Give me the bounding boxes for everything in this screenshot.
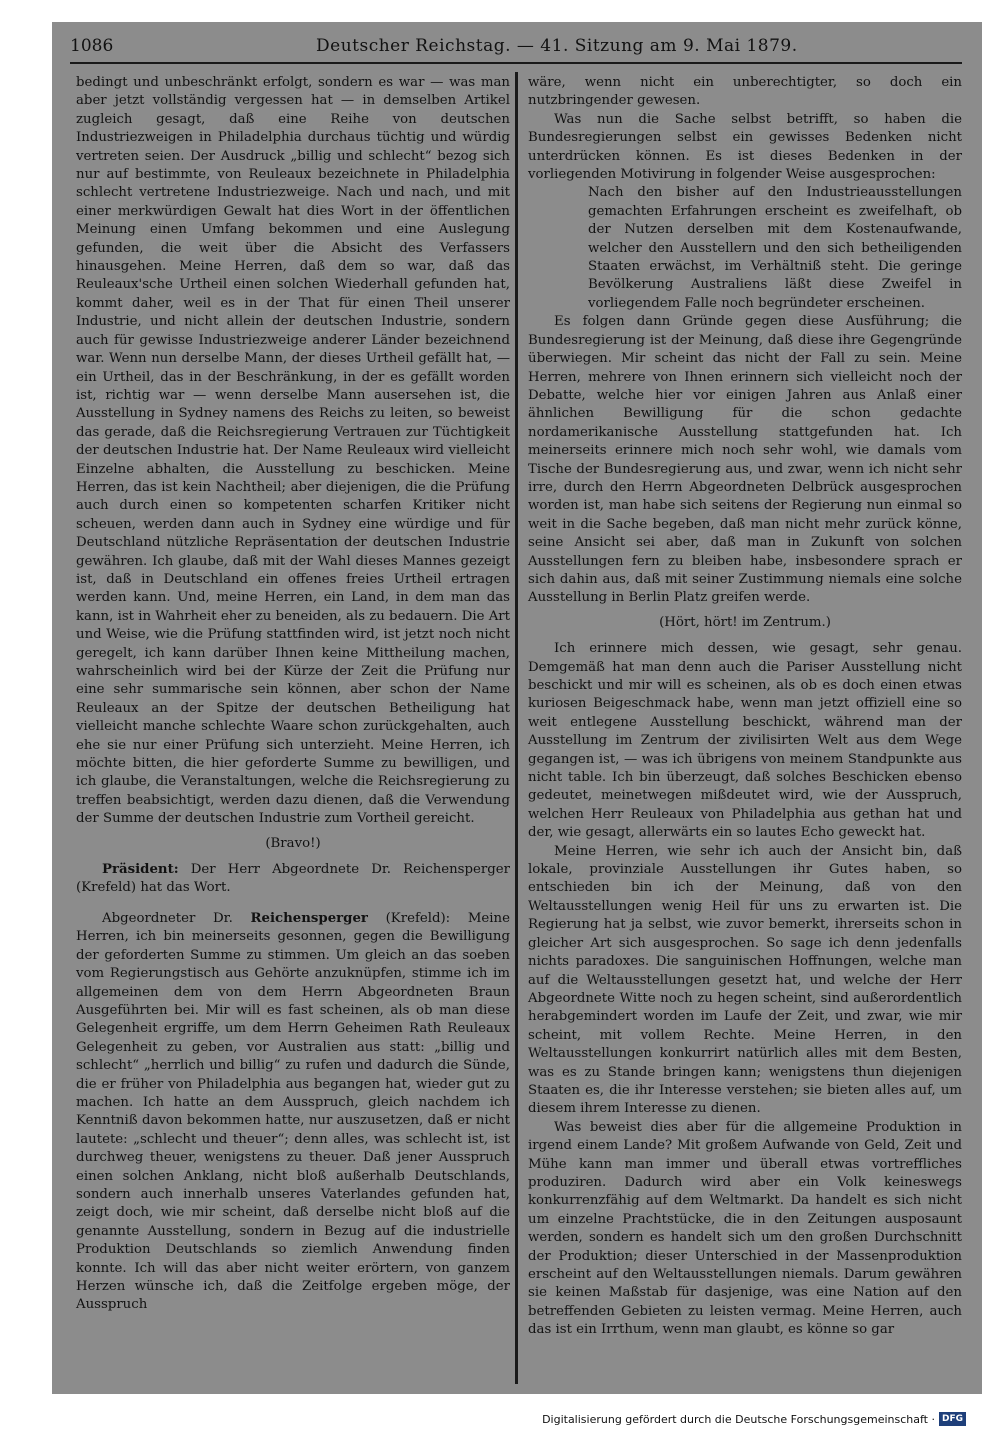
president-text: Der Herr Abgeordnete Dr. Reichensperger (Krefeld) hat das Wort.: [76, 862, 510, 896]
paragraph: Meine Herren, wie sehr ich auch der Ansicht bin, daß lokale, provinziale Ausstellungen ihr Gutes haben, so entschieden bin ich der Meinung, daß von den Weltausstellungen wenig Heil für uns zu erwarten ist. Die Regierung hat ja selbst, wie zuvor bemerkt, ihrerseits schon in gleicher Art sich ausgesprochen. So sage ich denn jedenfalls nichts paradoxes. Die sanguinischen Hoffnungen, welche man auf die Weltausstellungen gesetzt hat, und welche der Herr Abgeordnete Witte noch zu hegen scheint, sind außerordentlich herabgemindert worden im Laufe der Zeit, und zwar, wie mir scheint, mit vollem Rechte. Meine Herren, in den Weltausstellungen konkurrirt natürlich alles mit dem Besten, was es zu Stande bringen kann; wenigstens thun diejenigen Staaten es, die ihr Interesse verstehen; sie bieten alles auf, um diesem ihrem Interesse zu dienen.: [528, 843, 962, 1117]
paragraph: Was beweist dies aber für die allgemeine Produktion in irgend einem Lande? Mit großem Aufwande von Geld, Zeit und Mühe kann man immer und überall etwas vortreffliches produziren. Dadurch wird aber ein Volk keineswegs konkurrenzfähig auf dem Weltmarkt. Da handelt es sich nicht um einzelne Prachtstücke, die in den Zeitungen ausposaunt werden, sondern es handelt sich um den großen Durchschnitt der Produktion; dieser Unterschied in der Massenproduktion erscheint auf den Weltausstellungen niemals. Darum gewähren sie keinen Maßstab für dasjenige, was eine Nation auf den betreffenden Gebieten zu leisten vermag. Meine Herren, auch das ist ein Irrthum, wenn man glaubt, es könne so gar: [528, 1119, 962, 1338]
page-header: [70, 30, 960, 60]
paragraph: Was nun die Sache selbst betrifft, so haben die Bundesregierungen selbst ein gewisses Bedenken nicht unterdrücken können. Es ist dieses Bedenken in der vorliegenden Motivirung in folgender Weise ausgesprochen:: [528, 111, 962, 183]
applause-note: (Bravo!): [265, 835, 321, 851]
paragraph: bedingt und unbeschränkt erfolgt, sondern es war — was man aber jetzt vollständig vergessen hat — in demselben Artikel zugleich gesagt, daß eine Reihe von deutschen Industriezweigen in Philadelphia durchaus tüchtig und würdig vertreten seien. Der Ausdruck „billig und schlecht“ bezog sich nur auf bestimmte, von Reuleaux bezeichnete in Philadelphia schlecht vertretene Industriezweige. Nach und nach, und mit einer merkwürdigen Gewalt hat dies Wort in der öffentlichen Meinung einen Umfang bekommen und eine Auslegung gefunden, die weit über die Absicht des Verfassers hinausgehen. Meine Herren, daß dem so war, daß das Reuleaux'sche Urtheil einen solchen Wiederhall gefunden hat, kommt daher, weil es in der That für einen Theil unserer Industrie, und nicht allein der deutschen Industrie, sondern auch für gewisse Industriezweige anderer Länder bezeichnend war. Wenn nun derselbe Mann, der dieses Urtheil gefällt hat, — ein Urtheil, das in der Beschränkung, in der es gefällt worden ist, richtig war — wenn derselbe Mann ausersehen ist, die Ausstellung in Sydney namens des Reichs zu leiten, so beweist das gerade, daß die Reichsregierung Vertrauen zur Tüchtigkeit der deutschen Industrie hat. Der Name Reuleaux wird vielleicht Einzelne abhalten, die Ausstellung zu beschicken. Meine Herren, das ist kein Nachtheil; aber diejenigen, die die Prüfung auch durch einen so kompetenten scharfen Kritiker nicht scheuen, werden dann auch in Sydney eine würdige und für Deutschland nützliche Repräsentation der deutschen Industrie gewähren. Ich glaube, daß mit der Wahl dieses Mannes gezeigt ist, daß in Deutschland ein offenes freies Urtheil ertragen werden kann. Und, meine Herren, ein Land, in dem man das kann, ist in Wahrheit eher zu beneiden, als zu bedauern. Die Art und Weise, wie die Prüfung stattfinden wird, ist jetzt noch nicht geregelt, ich kann darüber Ihnen keine Mittheilung machen, wahrscheinlich wird bei der Kürze der Zeit die Prüfung nur eine sehr summarische sein können, aber schon der Name Reuleaux an der Spitze der deutschen Betheiligung hat vielleicht manche schlechte Waare schon zurückgehalten, auch ehe sie nur einer Prüfung sich unterzieht. Meine Herren, ich möchte bitten, die hier geforderte Summe zu bewilligen, und ich glaube, die Veranstaltungen, welche die Reichsregierung zu treffen beabsichtigt, werden dazu dienen, daß die Verwendung der Summe der deutschen Industrie zum Vortheil gereicht.: [76, 75, 510, 827]
page-number: 1086: [70, 36, 114, 56]
left-column: [76, 74, 510, 1315]
paragraph: wäre, wenn nicht ein unberechtigter, so doch ein nutzbringender gewesen.: [528, 75, 962, 109]
speech-text: (Krefeld): Meine Herren, ich bin meinerseits gesonnen, gegen die Bewilligung der geforderten Summe zu stimmen. Um gleich an das soeben vom Regierungstisch aus Gehörte anzuknüpfen, stimme ich im allgemeinen dem von dem Herrn Abgeordneten Braun Ausgeführten bei. Mir will es fast scheinen, als ob man diese Gelegenheit ergriffe, um dem Herrn Geheimen Rath Reuleaux Gelegenheit zu geben, vor Australien aus statt: „billig und schlecht“ „herrlich und billig“ zu rufen und dadurch die Sünde, die er früher von Philadelphia aus begangen hat, wieder gut zu machen. Ich hatte an dem Ausspruch, gleich nachdem ich Kenntniß davon bekommen hatte, nur auszusetzen, daß er nicht lautete: „schlecht und theuer“; denn alles, was schlecht ist, ist durchweg theuer, wenigstens zu theuer. Daß jener Ausspruch einen solchen Anklang, nicht bloß außerhalb Deutschlands, sondern auch innerhalb unseres Vaterlandes gefunden hat, zeigt doch, wie mir scheint, daß derselbe nicht bloß auf die genannte Ausstellung, sondern in Bezug auf die industrielle Produktion Deutschlands so ziemlich Anwendung finden konnte. Ich will das aber nicht weiter erörtern, von ganzem Herzen wünsche ich, daß die Zeitfolge ergeben möge, der Ausspruch: [76, 910, 510, 1313]
header-rule: [70, 62, 962, 64]
right-column: [528, 74, 962, 1340]
interjection-note: (Hört, hört! im Zentrum.): [659, 614, 831, 630]
running-title: Deutscher Reichstag. — 41. Sitzung am 9. Mai 1879.: [316, 36, 798, 56]
dfg-logo: DFG: [939, 1412, 966, 1426]
block-quote: Nach den bisher auf den Industrieausstellungen gemachten Erfahrungen erscheint es zweifelhaft, ob der Nutzen derselben mit dem Kostenaufwande, welcher den Ausstellern und den sich betheiligenden Staaten erwächst, im Verhältniß steht. Die geringe Bevölkerung Australiens läßt diese Zweifel in vorliegendem Falle noch begründeter erscheinen.: [588, 185, 962, 311]
speaker-name: Reichensperger: [250, 910, 368, 926]
column-divider: [515, 72, 518, 1384]
speaker-label: Präsident:: [102, 862, 179, 878]
speaker-prefix: Abgeordneter Dr.: [102, 910, 233, 926]
digitization-footer: [542, 1412, 966, 1426]
president-statement: [76, 861, 510, 898]
paragraph: Ich erinnere mich dessen, wie gesagt, sehr genau. Demgemäß hat man denn auch die Pariser Ausstellung nicht beschickt und mir will es scheinen, als ob es doch einen etwas kuriosen Beigeschmack habe, wenn man jetzt offiziell eine so weit entlegene Ausstellung beschickt, während man der Ausstellung im Zentrum der zivilisirten Welt aus dem Wege gegangen ist, — was ich übrigens von meinem Standpunkte aus nicht table. Ich bin überzeugt, daß solches Beschicken ebenso gedeutet, meinetwegen mißdeutet wird, wie der Ausspruch, welchen Herr Reuleaux von Philadelphia aus gethan hat und der, wie gesagt, allerwärts ein so lautes Echo geweckt hat.: [528, 641, 962, 841]
paragraph: Es folgen dann Gründe gegen diese Ausführung; die Bundesregierung ist der Meinung, daß diese ihre Gegengründe überwiegen. Mir scheint das nicht der Fall zu sein. Meine Herren, mehrere von Ihnen erinnern sich vielleicht noch der Debatte, welche hier vor einigen Jahren aus Anlaß einer ähnlichen Bewilligung für die schon gedachte nordamerikanische Ausstellung stattgefunden hat. Ich meinerseits erinnere mich noch sehr wohl, wie damals vom Tische der Bundesregierung aus, und zwar, wenn ich nicht sehr irre, durch den Herrn Abgeordneten Delbrück ausgesprochen worden ist, man habe sich seitens der Regierung nun einmal so weit in die Sache begeben, daß man nicht mehr zurück könne, seine Ansicht sei aber, daß man in Zukunft von solchen Ausstellungen fern zu bleiben habe, insbesondere sprach er sich dahin aus, daß mit seiner Zustimmung niemals eine solche Ausstellung in Berlin Platz greifen werde.: [528, 314, 962, 606]
speech-paragraph: [76, 910, 510, 1315]
footer-text: Digitalisierung gefördert durch die Deutsche Forschungsgemeinschaft ·: [542, 1412, 935, 1426]
